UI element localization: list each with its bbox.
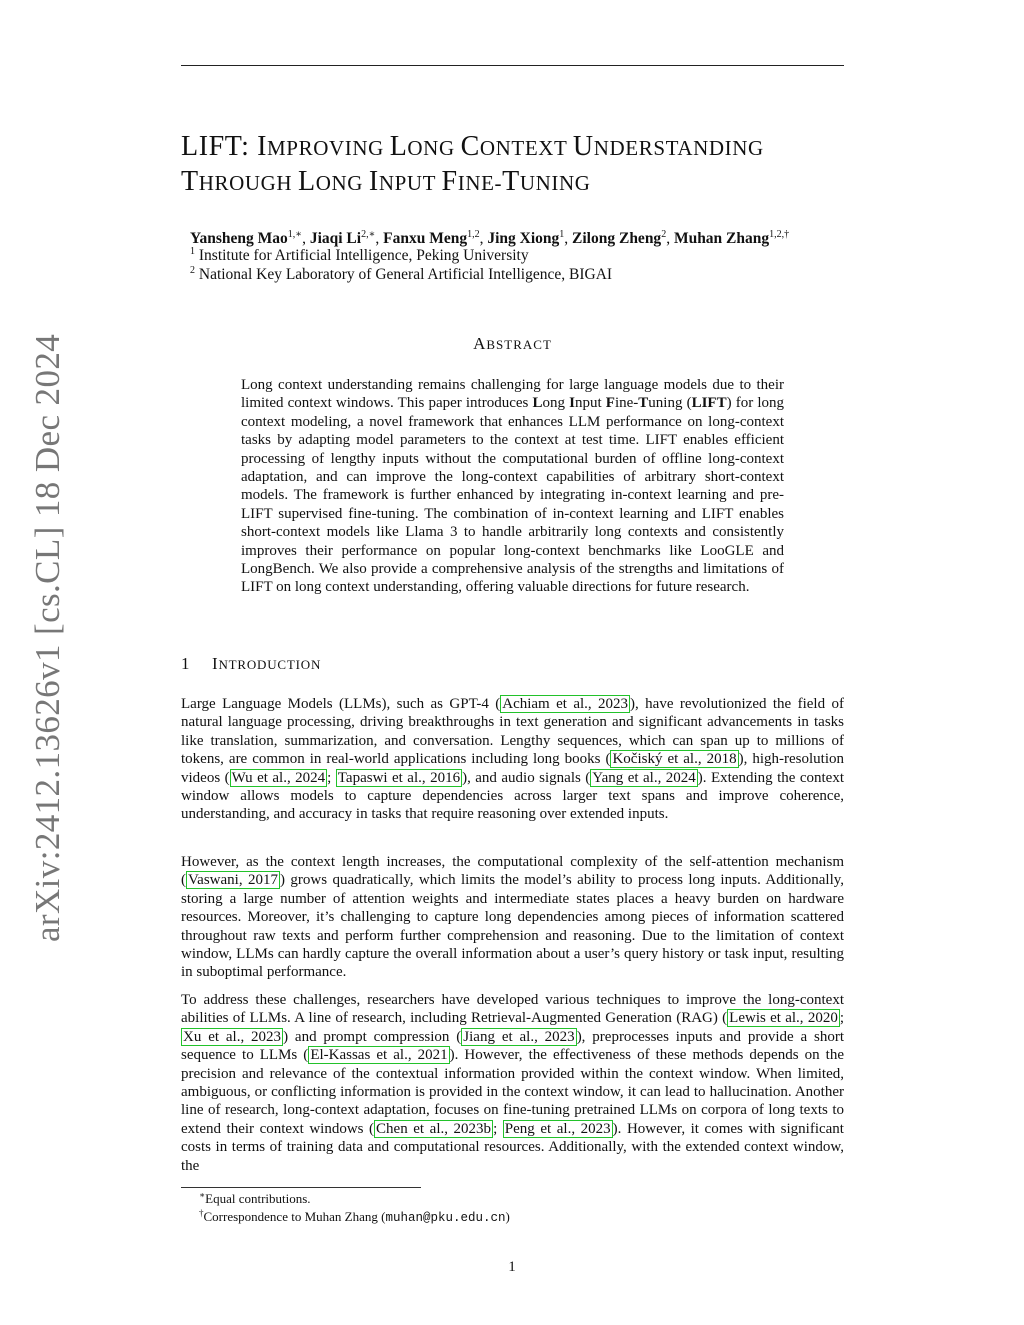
citation-link[interactable]: Lewis et al., 2020 bbox=[729, 1010, 838, 1027]
page-number: 1 bbox=[508, 1259, 516, 1275]
intro-paragraph-3: To address these challenges, researchers have developed various techniques to improve the long-context abilities of LLMs. A line of research, including Retrieval-Augmented Generation (RAG) ( Lewis et al., 2020 ; Xu et al., 2023 ) and prompt compression ( Jiang et al., 2023 ), preprocesses inputs and provide a short sequence to LLMs ( El-Kassas et al., 2021 ). However, the effectiveness of these methods depends on the precision and relevance of the contextual information provided within the context window. When limited, ambiguous, or conflicting information is provided in the context window, it can lead to hallucination. Another line of research, long-context adaptation, focuses on fine-tuning pretrained LLMs on corpora of long texts to extend their context windows ( Chen et al., 2023b ; Peng et al., 2023 ). However, it comes with significant costs in terms of training data and computational resources. Additionally, with the extended context window, the bbox=[181, 992, 845, 1174]
email-link[interactable]: muhan@pku.edu.cn bbox=[385, 1211, 506, 1225]
citation-link[interactable]: Yang et al., 2024 bbox=[592, 769, 696, 786]
author-name: Fanxu Meng bbox=[383, 230, 468, 247]
section-heading-introduction: 1 INTRODUCTION bbox=[181, 654, 322, 673]
arxiv-identifier-stamp: arXiv:2412.13626v1 [cs.CL] 18 Dec 2024 bbox=[28, 333, 67, 942]
citation-link[interactable]: Chen et al., 2023b bbox=[376, 1120, 492, 1137]
citation-link[interactable]: Jiang et al., 2023 bbox=[463, 1028, 575, 1045]
citation-link[interactable]: Wu et al., 2024 bbox=[231, 769, 326, 786]
title-line-1: LIFT: IMPROVING LONG CONTEXT UNDERSTANDING bbox=[181, 131, 764, 162]
author-name: Jing Xiong bbox=[487, 230, 560, 247]
author-affil-mark: 2 bbox=[661, 229, 667, 240]
citation-link[interactable]: Peng et al., 2023 bbox=[504, 1120, 611, 1137]
footnote-rule bbox=[181, 1187, 421, 1188]
citation-link[interactable]: El-Kassas et al., 2021 bbox=[310, 1047, 448, 1064]
author-affil-mark: 1,2 bbox=[467, 229, 480, 240]
author-list: Yansheng Mao$^{1,∗}$, Jiaqi $Li^{2,∗}$, Fanxu Meng$^{1,2}$, Jing Xiong$^1$, Zilong Zheng$^2$, Muhan Zhang$^{1,2,\dagger}$ bbox=[190, 229, 790, 247]
author-name: Jiaqi Li bbox=[309, 230, 362, 247]
abstract-heading: ABSTRACT bbox=[473, 334, 552, 353]
author-name: Zilong Zheng bbox=[572, 230, 662, 247]
paper-title bbox=[181, 130, 861, 200]
citation-link[interactable]: Kočiský et al., 2018 bbox=[612, 751, 737, 768]
footnote-correspondence: †Correspondence to Muhan Zhang (muhan@pku.edu.cn) bbox=[199, 1208, 510, 1225]
author-affil-mark: 2,∗ bbox=[361, 229, 376, 240]
affiliation-1: $^1$ Institute for Artificial Intelligence, Peking University bbox=[190, 246, 529, 264]
footnote-equal-contribution: ∗Equal contributions. bbox=[199, 1190, 311, 1206]
intro-paragraph-1: Large Language Models (LLMs), such as GPT-4 ( Achiam et al., 2023 ), have revolutionized the field of natural language processing, driving breakthroughs in text generation and significant advancements in tasks like translation, summarization, and conversation. Lengthy sequences, which can span up to millions of tokens, are common in real-world applications including long books ( Kočiský et al., 2018 ), high-resolution videos ( Wu et al., 2024 ; Tapaswi et al., 2016 ), and audio signals ( Yang et al., 2024 ). Extending the context window allows models to capture dependencies across larger text spans and improve coherence, understanding, and accuracy in tasks that require reasoning over extended inputs. bbox=[181, 696, 845, 823]
citation-link[interactable]: Tapaswi et al., 2016 bbox=[337, 769, 461, 786]
author-affil-mark: 1 bbox=[559, 229, 565, 240]
citation-link[interactable]: Achiam et al., 2023 bbox=[502, 696, 629, 712]
header-rule bbox=[181, 65, 844, 66]
citation-link[interactable]: Xu et al., 2023 bbox=[183, 1028, 282, 1045]
abstract-body: Long context understanding remains challenging for large language models due to their limited context windows. This paper introduces Long Input Fine-Tuning (LIFT) for long context modeling, a novel framework that enhances LLM performance on long-context tasks by adapting model parameters to the context at test time. LIFT enables efficient processing of lengthy inputs without the computational burden of offline long-context adaptation, and can improve the long-context capabilities of arbitrary short-context models. The framework is further enhanced by integrating in-context learning and pre-LIFT supervised fine-tuning. The combination of in-context learning and LIFT enables short-context models like Llama 3 to handle arbitrarily long contexts and consistently improves their performance on popular long-context benchmarks like LooGLE and LongBench. We also provide a comprehensive analysis of the strengths and limitations of LIFT on long context understanding, offering valuable directions for future research. bbox=[241, 377, 785, 596]
author-affil-mark: 1,2,† bbox=[769, 229, 790, 240]
author-name: Yansheng Mao bbox=[190, 230, 288, 247]
author-affil-mark: 1,∗ bbox=[287, 229, 303, 240]
intro-paragraph-2: However, as the context length increases, the computational complexity of the self-attention mechanism ( Vaswani, 2017 ) grows quadratically, which limits the model’s ability to process long inputs. Additionally, storing a large number of attention weights and intermediate states places a heavy burden on hardware resources. Moreover, it’s challenging to capture long dependencies among pieces of information scattered throughout raw texts and perform further comprehension and reasoning. Due to the limitation of context window, LLMs can hardly capture the overall information about a user’s query history or task input, resulting in suboptimal performance. bbox=[181, 854, 845, 981]
affiliation-2: $^2$ National Key Laboratory of General Artificial Intelligence, BIGAI bbox=[190, 265, 613, 283]
title-line-2: THROUGH LONG INPUT FINE-TUNING bbox=[181, 166, 591, 197]
citation-link[interactable]: Vaswani, 2017 bbox=[188, 872, 278, 889]
author-name: Muhan Zhang bbox=[673, 230, 770, 247]
